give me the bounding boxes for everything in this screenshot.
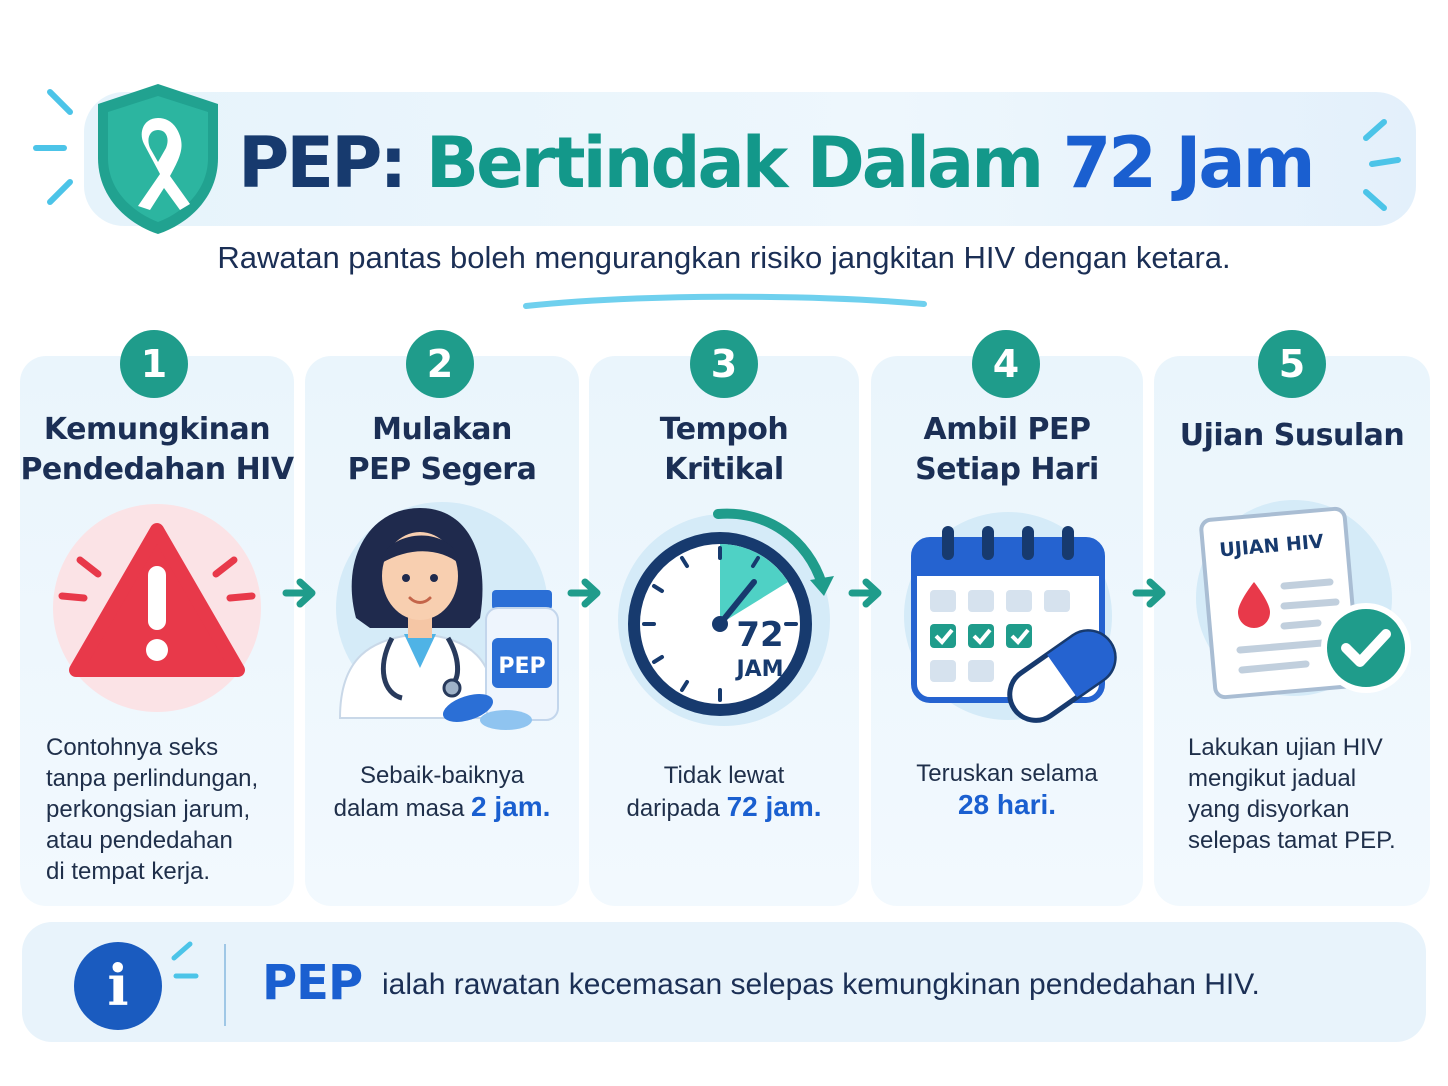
step-desc-3 xyxy=(589,760,859,824)
step-title-1 xyxy=(20,410,294,490)
page-title xyxy=(238,108,1368,218)
clock-number: 72 xyxy=(736,615,784,655)
step-desc-5 xyxy=(1188,732,1424,856)
step-desc-5-line: yang disyorkan xyxy=(1188,796,1350,823)
step-desc-3-line1: Tidak lewat xyxy=(663,762,785,789)
calendar-icon xyxy=(884,500,1132,732)
arrow-right-icon xyxy=(848,576,888,610)
clock-unit: JAM xyxy=(736,657,784,682)
step-desc-3-highlight: 72 jam. xyxy=(726,791,822,822)
sparkle-rays-left xyxy=(30,84,90,214)
step-number-1: 1 xyxy=(120,330,188,398)
step-title-3-line2: Kritikal xyxy=(664,452,784,487)
step-desc-2-line2: dalam masa xyxy=(333,795,465,822)
step-desc-4 xyxy=(871,758,1143,820)
step-title-3 xyxy=(589,410,859,490)
step-title-1-line2: Pendedahan HIV xyxy=(20,452,294,487)
step-desc-5-line: Lakukan ujian HIV xyxy=(1188,734,1383,761)
arrow-right-icon xyxy=(567,576,607,610)
doctor-icon xyxy=(320,498,564,730)
step-desc-1-line: atau pendedahan xyxy=(46,827,233,854)
step-title-2-line1: Mulakan xyxy=(372,412,512,447)
step-desc-1-line: di tempat kerja. xyxy=(46,858,211,885)
step-title-4 xyxy=(871,410,1143,490)
arrow-right-icon xyxy=(282,576,322,610)
step-desc-5-line: selepas tamat PEP. xyxy=(1188,827,1396,854)
step-title-5-line1: Ujian Susulan xyxy=(1179,418,1405,453)
step-number-3: 3 xyxy=(690,330,758,398)
info-text: ialah rawatan kecemasan selepas kemungkinan pendedahan HIV. xyxy=(382,968,1260,1001)
step-desc-4-highlight: 28 hari. xyxy=(957,789,1057,820)
step-desc-1-line: perkongsian jarum, xyxy=(46,796,251,823)
step-desc-2-line1: Sebaik-baiknya xyxy=(359,762,525,789)
subtitle: Rawatan pantas boleh mengurangkan risiko jangkitan HIV dengan ketara. xyxy=(217,240,1231,275)
bottle-label: PEP xyxy=(498,654,546,679)
step-desc-5-line: mengikut jadual xyxy=(1188,765,1357,792)
step-title-1-line1: Kemungkinan xyxy=(43,412,271,447)
step-desc-1-line: Contohnya seks xyxy=(46,734,219,761)
step-number-2: 2 xyxy=(406,330,474,398)
info-keyword: PEP xyxy=(262,955,363,1011)
step-title-2-line2: PEP Segera xyxy=(347,452,537,487)
title-hours: 72 Jam xyxy=(1062,122,1313,204)
sparkle-rays-info xyxy=(164,936,204,996)
report-label: UJIAN HIV xyxy=(1218,530,1325,562)
step-title-5 xyxy=(1154,416,1430,456)
step-title-4-line2: Setiap Hari xyxy=(915,452,1099,487)
warning-icon xyxy=(36,500,278,716)
step-title-3-line1: Tempoh xyxy=(659,412,789,447)
title-action: Bertindak Dalam xyxy=(425,122,1042,204)
underline-swoosh xyxy=(520,290,930,314)
step-desc-3-line2: daripada xyxy=(626,795,720,822)
title-pep: PEP: xyxy=(238,122,405,204)
arrow-right-icon xyxy=(1132,576,1172,610)
step-title-2 xyxy=(305,410,579,490)
step-desc-1 xyxy=(46,732,286,887)
step-desc-2 xyxy=(305,760,579,824)
step-number-5: 5 xyxy=(1258,330,1326,398)
info-divider xyxy=(224,944,226,1026)
step-number-4: 4 xyxy=(972,330,1040,398)
step-desc-1-line: tanpa perlindungan, xyxy=(46,765,259,792)
info-icon: i xyxy=(74,942,162,1030)
clock-icon xyxy=(608,500,848,730)
test-report-icon xyxy=(1172,500,1416,732)
step-title-4-line1: Ambil PEP xyxy=(923,412,1091,447)
shield-ribbon-icon xyxy=(88,78,228,238)
step-desc-2-highlight: 2 jam. xyxy=(471,791,551,822)
step-desc-4-line1: Teruskan selama xyxy=(916,760,1098,787)
